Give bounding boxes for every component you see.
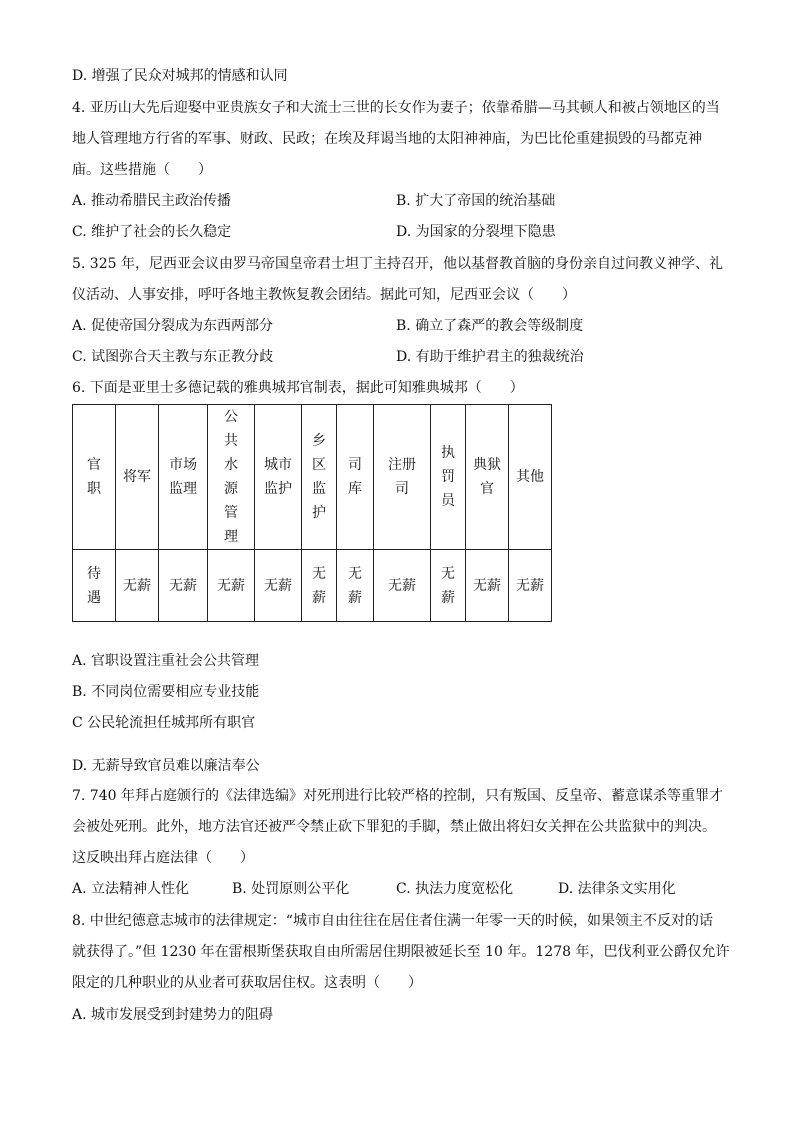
table-cell-pay: 无薪 [116, 550, 159, 622]
q8-option-a: A. 城市发展受到封建势力的阻碍 [72, 1007, 274, 1023]
q7-options-row [72, 879, 732, 899]
table-cell-row-header: 官职 [73, 405, 116, 550]
table-cell-pay: 无薪 [466, 550, 509, 622]
q6-option-c: C 公民轮流担任城邦所有职官 [72, 715, 256, 731]
q4-option-d: D. 为国家的分裂埋下隐患 [396, 224, 556, 240]
table-cell-pay: 无薪 [374, 550, 431, 622]
table-cell-pay: 无薪 [337, 550, 374, 622]
q3-option-d: D. 增强了民众对城邦的情感和认同 [72, 68, 288, 84]
table-cell-office: 乡区监护 [302, 405, 337, 550]
q7-stem-line-1: 7. 740 年拜占庭颁行的《法律选编》对死刑进行比较严格的控制，只有叛国、反皇帝、蓄意谋杀等重罪才 [72, 788, 723, 804]
q8-stem-line-2: 就获得了。”但 1230 年在雷根斯堡获取自由所需居住期限被延长至 10 年。1278 年，巴伐利亚公爵仅允许 [72, 944, 730, 960]
table-cell-office: 市场监理 [159, 405, 208, 550]
q7-stem-line-3: 这反映出拜占庭法律（ ） [72, 850, 254, 866]
q8-stem-line-1: 8. 中世纪德意志城市的法律规定：“城市自由往往在居住者住满一年零一天的时候，如果领主不反对的话 [72, 913, 713, 929]
q4-stem-line-1: 4. 亚历山大先后迎娶中亚贵族女子和大流士三世的长女作为妻子；依靠希腊—马其顿人和被占领地区的当 [72, 100, 720, 116]
q6-option-a: A. 官职设置注重社会公共管理 [72, 653, 260, 669]
q4-option-a: A. 推动希腊民主政治传播 [72, 193, 232, 209]
q7-option-a: A. 立法精神人性化 [72, 881, 190, 897]
table-cell-office: 其他 [509, 405, 552, 550]
q7-option-b: B. 处罚原则公平化 [232, 881, 350, 897]
q6-stem-line-1: 6. 下面是亚里士多德记载的雅典城邦官制表，据此可知雅典城邦（ ） [72, 380, 524, 396]
q7-option-c: C. 执法力度宽松化 [396, 881, 514, 897]
q5-option-c: C. 试图弥合天主教与东正教分歧 [72, 349, 274, 365]
q6-option-d: D. 无薪导致官员难以廉洁奉公 [72, 758, 260, 774]
table-cell-office: 司库 [337, 405, 374, 550]
table-cell-pay: 无薪 [302, 550, 337, 622]
table-row-pay [73, 550, 552, 622]
q5-options-row-1 [72, 316, 732, 336]
q7-stem-line-2: 会被处死刑。此外，地方法官还被严令禁止砍下罪犯的手脚，禁止做出将妇女关押在公共监狱中的判决。 [72, 819, 716, 835]
table-cell-office: 将军 [116, 405, 159, 550]
q5-options-row-2 [72, 347, 732, 367]
q7-option-d: D. 法律条文实用化 [558, 881, 676, 897]
q5-option-a: A. 促使帝国分裂成为东西两部分 [72, 318, 274, 334]
table-cell-pay: 无薪 [208, 550, 255, 622]
table-cell-pay: 无薪 [255, 550, 302, 622]
q5-option-d: D. 有助于维护君主的独裁统治 [396, 349, 584, 365]
table-cell-office: 公共水源管理 [208, 405, 255, 550]
table-cell-office: 执罚员 [431, 405, 466, 550]
office-table [72, 404, 552, 622]
q4-option-c: C. 维护了社会的长久稳定 [72, 224, 232, 240]
q6-option-b: B. 不同岗位需要相应专业技能 [72, 684, 260, 700]
table-cell-pay: 无薪 [431, 550, 466, 622]
q8-stem-line-3: 限定的几种职业的从业者可获取居住权。这表明（ ） [72, 975, 422, 991]
table-row-offices [73, 405, 552, 550]
q4-option-b: B. 扩大了帝国的统治基础 [396, 193, 556, 209]
q4-options-row-2 [72, 222, 732, 242]
table-cell-pay: 无薪 [509, 550, 552, 622]
table-cell-office: 注册司 [374, 405, 431, 550]
q4-stem-line-2: 地人管理地方行省的军事、财政、民政；在埃及拜谒当地的太阳神神庙，为巴比伦重建损毁的马都克神 [72, 131, 702, 147]
q5-stem-line-1: 5. 325 年，尼西亚会议由罗马帝国皇帝君士坦丁主持召开，他以基督教首脑的身份亲自过问教义神学、礼 [72, 256, 723, 272]
table-cell-office: 城市监护 [255, 405, 302, 550]
table-cell-pay: 无薪 [159, 550, 208, 622]
q4-stem-line-3: 庙。这些措施（ ） [72, 162, 212, 178]
table-cell-row-header: 待遇 [73, 550, 116, 622]
q5-option-b: B. 确立了森严的教会等级制度 [396, 318, 584, 334]
q4-options-row-1 [72, 191, 732, 211]
q5-stem-line-2: 仪活动、人事安排，呼吁各地主教恢复教会团结。据此可知，尼西亚会议（ ） [72, 287, 576, 303]
table-cell-office: 典狱官 [466, 405, 509, 550]
